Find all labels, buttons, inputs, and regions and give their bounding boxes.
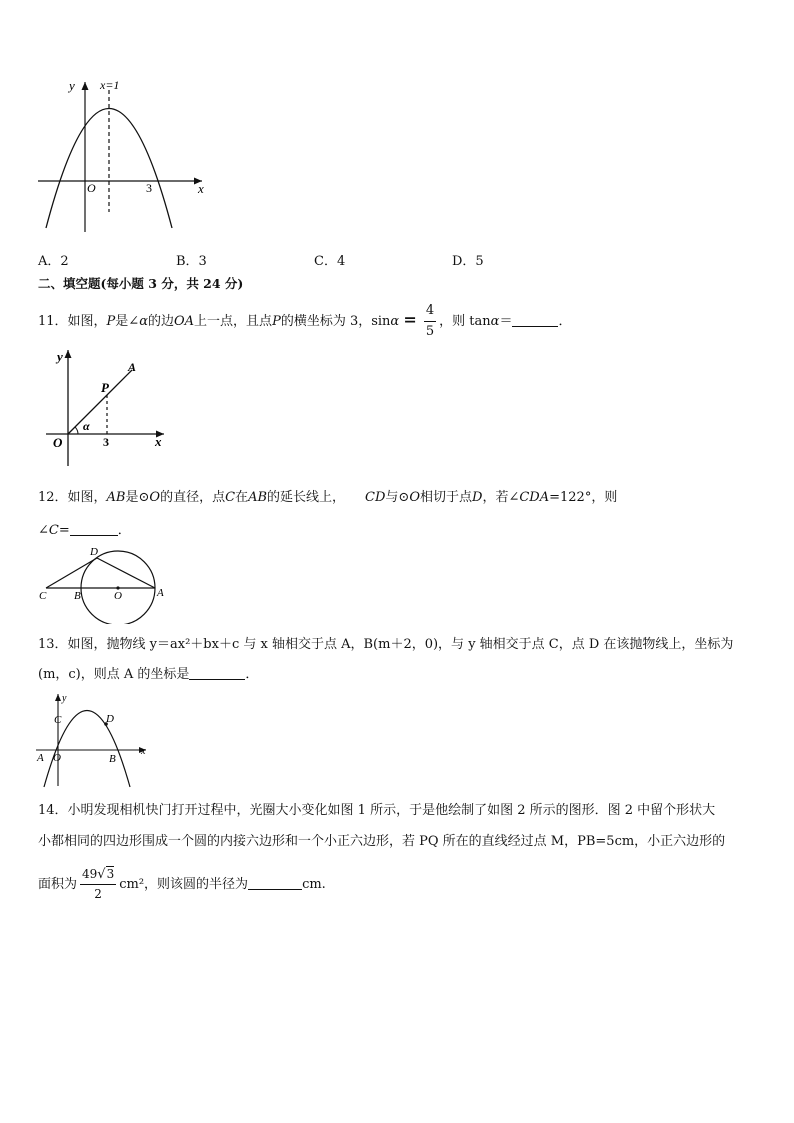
q11-fraction: $\frac{4}{5}$ <box>425 303 435 339</box>
choice-d: D．5 <box>452 254 484 269</box>
label-a: A <box>37 752 44 764</box>
chord-da <box>97 558 155 588</box>
y-axis-arrow-icon <box>65 350 72 358</box>
choice-b: B．3 <box>176 254 207 269</box>
label-b: B <box>74 590 81 602</box>
label-3: 3 <box>146 181 152 195</box>
q11-answer-blank[interactable] <box>512 313 558 327</box>
label-p: P <box>101 380 109 395</box>
label-o: O <box>114 590 122 602</box>
label-d: D <box>106 713 114 725</box>
q14-answer-blank[interactable] <box>248 876 302 890</box>
label-a: A <box>157 587 164 599</box>
label-y: y <box>69 78 75 93</box>
angle-arc <box>75 427 78 434</box>
tangent-cd <box>46 558 97 588</box>
q14-fraction: $\frac{49√3}{2}$ <box>82 867 115 901</box>
q13-parabola-figure <box>34 690 154 790</box>
label-b: B <box>109 753 116 765</box>
q14-text-line3: 面积为 $\frac{49√3}{2}$ cm²，则该圆的半径为 cm. <box>38 867 326 901</box>
q13-answer-blank[interactable] <box>189 666 245 680</box>
q14-text-line2: 小都相同的四边形围成一个圆的内接六边形和一个小正六边形，若 PQ 所在的直线经过点 M，PB=5cm，小正六边形的 <box>38 834 726 849</box>
label-x: x <box>198 181 204 196</box>
label-origin: O <box>87 181 96 195</box>
choice-c: C．4 <box>314 254 346 269</box>
q12-circle-figure <box>36 544 170 624</box>
q12-answer-blank[interactable] <box>70 522 118 536</box>
label-c: C <box>39 590 47 602</box>
label-c: C <box>54 714 62 726</box>
q11-text: 11．如图，P是∠α的边OA上一点，且点P的横坐标为 3，sinα = $\frac{4}{5}$ ，则 tanα＝ ． <box>38 303 572 339</box>
q14-text-line1: 14．小明发现相机快门打开过程中，光圈大小变化如图 1 所示，于是他绘制了如图 2 所示的图形．图 2 中留个形状大 <box>38 803 716 818</box>
q12-text-line2: ∠C= ． <box>38 523 131 538</box>
label-alpha: α <box>83 419 90 433</box>
label-x: x <box>141 746 146 757</box>
label-o: O <box>53 752 61 764</box>
label-d: D <box>90 546 98 558</box>
label-x: x <box>155 434 162 449</box>
section-heading: 二、填空题(每小题 3 分，共 24 分) <box>38 276 244 291</box>
q13-text-line1: 13．如图，抛物线 y＝ax²＋bx＋c 与 x 轴相交于点 A，B(m＋2，0)，与 y 轴相交于点 C，点 D 在该抛物线上，坐标为 <box>38 637 734 652</box>
choice-a: A．2 <box>38 254 69 269</box>
label-y: y <box>62 693 67 704</box>
y-axis-arrow-icon <box>82 82 89 90</box>
label-3: 3 <box>103 435 109 449</box>
q10-parabola-figure <box>36 76 208 236</box>
q12-text-line1: 12．如图，AB是⊙O的直径，点C在AB的延长线上， CD与⊙O相切于点D，若∠CDA=122°，则 <box>38 490 618 505</box>
q13-text-line2: (m，c)，则点 A 的坐标是 ． <box>38 667 259 682</box>
label-y: y <box>57 349 63 364</box>
label-o: O <box>53 435 63 450</box>
ray-oa <box>68 370 132 434</box>
label-x-equals-1: x=1 <box>100 78 120 92</box>
label-a: A <box>128 360 137 374</box>
q11-angle-figure <box>40 344 170 470</box>
y-axis-arrow-icon <box>55 694 61 701</box>
